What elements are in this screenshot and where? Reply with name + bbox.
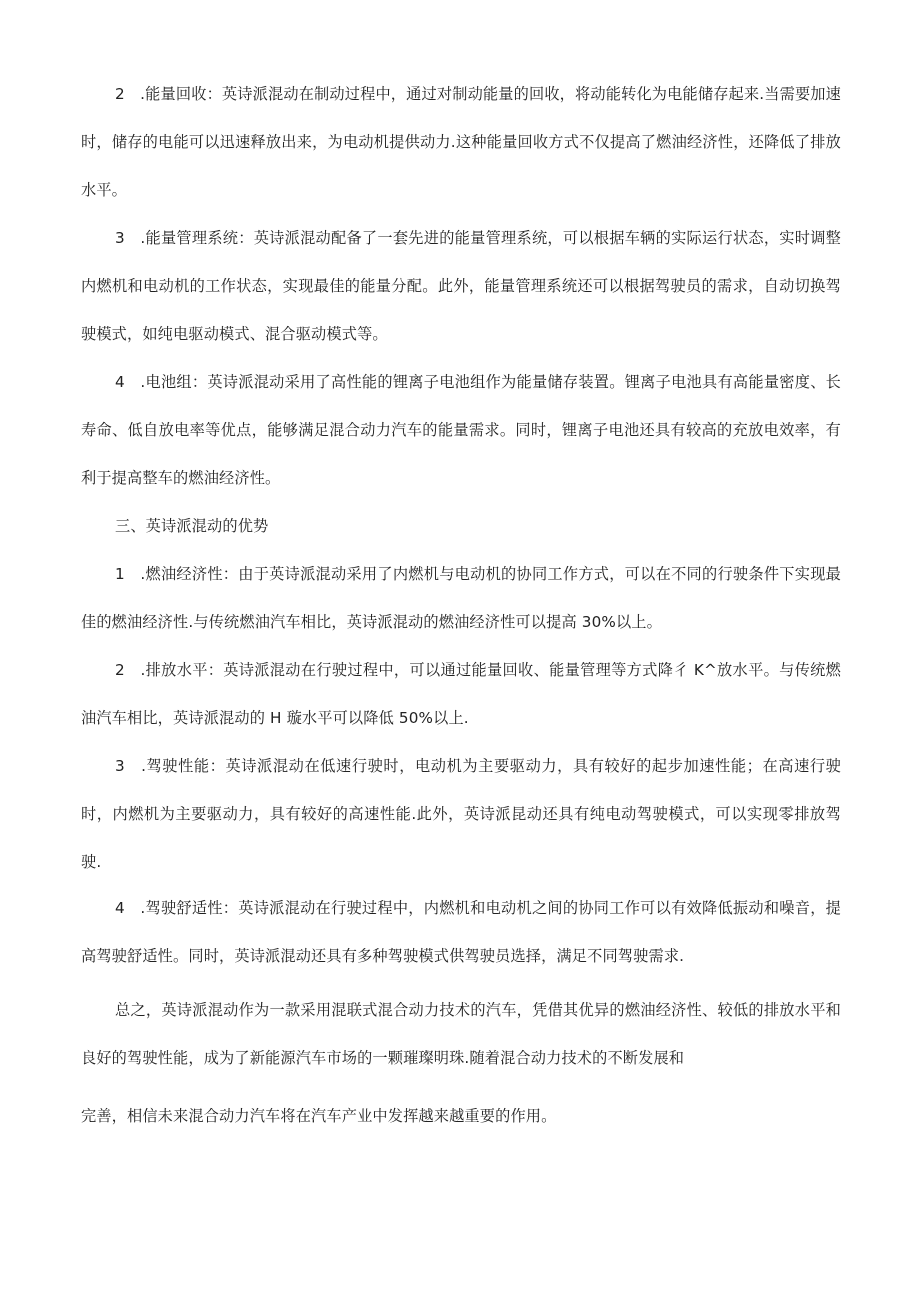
paragraph-battery-pack: 4 .电池组：英诗派混动采用了高性能的锂离子电池组作为能量储存装置。锂离子电池具有高能量密度、长寿命、低自放电率等优点，能够满足混合动力汽车的能量需求。同时，锂离子电池还具有较高的充放电效率，有利于提高整车的燃油经济性。 [81,373,841,487]
paragraph-conclusion-end: 完善，相信未来混合动力汽车将在汽车产业中发挥越来越重要的作用。 [81,1107,557,1125]
paragraph-emission-level: 2 .排放水平：英诗派混动在行驶过程中，可以通过能量回收、能量管理等方式降彳 K^放水平。与传统燃油汽车相比，英诗派混动的 H 璇水平可以降低 50%以上. [81,661,841,727]
paragraph-driving-performance: 3 .驾驶性能：英诗派混动在低速行驶时，电动机为主要驱动力，具有较好的起步加速性能；在高速行驶时，内燃机为主要驱动力，具有较好的高速性能.此外，英诗派昆动还具有纯电动驾驶模式，可以实现零排放驾驶. [81,757,841,871]
paragraph-conclusion: 总之，英诗派混动作为一款采用混联式混合动力技术的汽车，凭借其优异的燃油经济性、较低的排放水平和良好的驾驶性能，成为了新能源汽车市场的一颗璀璨明珠.随着混合动力技术的不断发展和 [81,1001,841,1067]
paragraph-energy-management: 3 .能量管理系统：英诗派混动配备了一套先进的能量管理系统，可以根据车辆的实际运行状态，实时调整内燃机和电动机的工作状态，实现最佳的能量分配。此外，能量管理系统还可以根据驾驶员的需求，自动切换驾驶模式，如纯电驱动模式、混合驱动模式等。 [81,229,841,343]
paragraph-driving-comfort: 4 .驾驶舒适性：英诗派混动在行驶过程中，内燃机和电动机之间的协同工作可以有效降低振动和噪音，提高驾驶舒适性。同时，英诗派混动还具有多种驾驶模式供驾驶员选择，满足不同驾驶需求. [81,899,841,965]
paragraph-energy-recovery: 2 .能量回收：英诗派混动在制动过程中，通过对制动能量的回收，将动能转化为电能储存起来.当需要加速时，储存的电能可以迅速释放出来，为电动机提供动力.这种能量回收方式不仅提高了燃油经济性，还降低了排放水平。 [81,85,841,199]
paragraph-fuel-economy: 1 .燃油经济性：由于英诗派混动采用了内燃机与电动机的协同工作方式，可以在不同的行驶条件下实现最佳的燃油经济性.与传统燃油汽车相比，英诗派混动的燃油经济性可以提高 30%以上。 [81,565,841,631]
section-heading-advantages: 三、英诗派混动的优势 [115,517,269,535]
